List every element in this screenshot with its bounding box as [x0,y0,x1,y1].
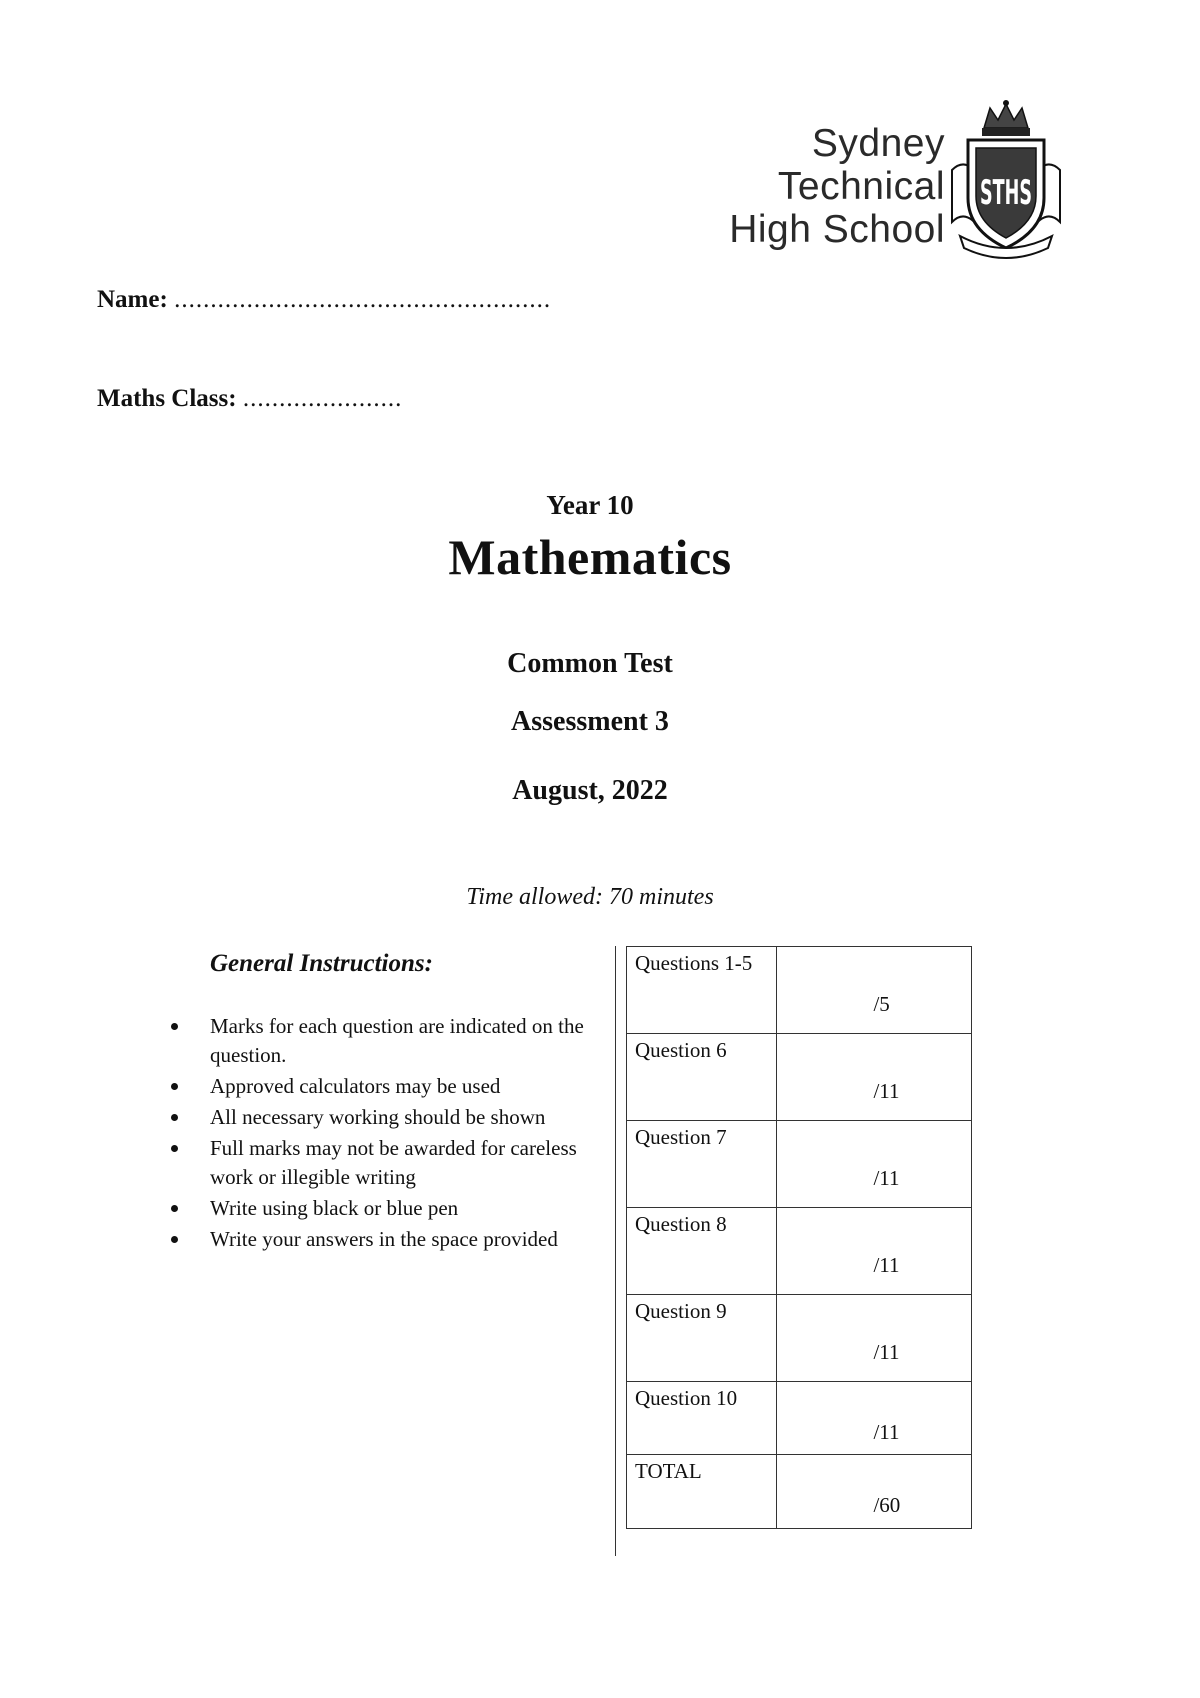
score-cell[interactable]: /11 [777,1382,972,1455]
row-label: Question 10 [627,1382,777,1455]
instruction-item: All necessary working should be shown [168,1103,613,1132]
margin-rule [615,946,616,1556]
score-cell[interactable]: /11 [777,1034,972,1121]
name-label: Name: [97,286,168,313]
row-label: Questions 1-5 [627,947,777,1034]
bullet-icon [171,1236,178,1243]
row-label: Question 9 [627,1295,777,1382]
assessment-heading: Assessment 3 [511,706,669,737]
maths-class-label: Maths Class: [97,385,237,412]
instruction-item: Write your answers in the space provided [168,1225,613,1254]
row-label: Question 8 [627,1208,777,1295]
score-cell[interactable]: /5 [777,947,972,1034]
instruction-item: Marks for each question are indicated on the question. [168,1012,613,1070]
bullet-icon [171,1023,178,1030]
date-heading: August, 2022 [512,775,668,806]
instructions-list [168,1012,613,1256]
table-row [627,947,972,1034]
crest-monogram: STHS [980,173,1032,213]
marks-table [626,946,972,1529]
year-heading: Year 10 [546,490,634,520]
school-name-line: High School [729,208,945,251]
instruction-item: Full marks may not be awarded for careless work or illegible writing [168,1134,613,1192]
school-name-line: Sydney [811,122,945,165]
subject-heading: Mathematics [448,529,732,585]
instructions-heading: General Instructions: [210,950,433,977]
bullet-icon [171,1205,178,1212]
test-heading: Common Test [507,648,673,679]
score-cell[interactable]: /11 [777,1121,972,1208]
time-allowed: Time allowed: 70 minutes [466,884,714,910]
table-row [627,1295,972,1382]
school-name-line: Technical [777,165,945,208]
score-cell[interactable]: /11 [777,1295,972,1382]
row-label: Question 7 [627,1121,777,1208]
maths-class-dots: ...................... [242,385,403,412]
bullet-icon [171,1145,178,1152]
bullet-icon [171,1114,178,1121]
instruction-item: Write using black or blue pen [168,1194,613,1223]
table-row [627,1034,972,1121]
score-cell[interactable]: /11 [777,1208,972,1295]
school-crest-icon [946,98,1066,260]
name-field[interactable] [97,286,551,314]
table-row [627,1121,972,1208]
instruction-item: Approved calculators may be used [168,1072,613,1101]
row-label: Question 6 [627,1034,777,1121]
maths-class-field[interactable] [97,385,402,413]
table-row [627,1455,972,1529]
row-label: TOTAL [627,1455,777,1529]
table-row [627,1208,972,1295]
school-name [715,122,945,251]
table-row [627,1382,972,1455]
score-cell[interactable]: /60 [777,1455,972,1529]
bullet-icon [171,1083,178,1090]
name-dots: .................................................... [174,286,552,313]
